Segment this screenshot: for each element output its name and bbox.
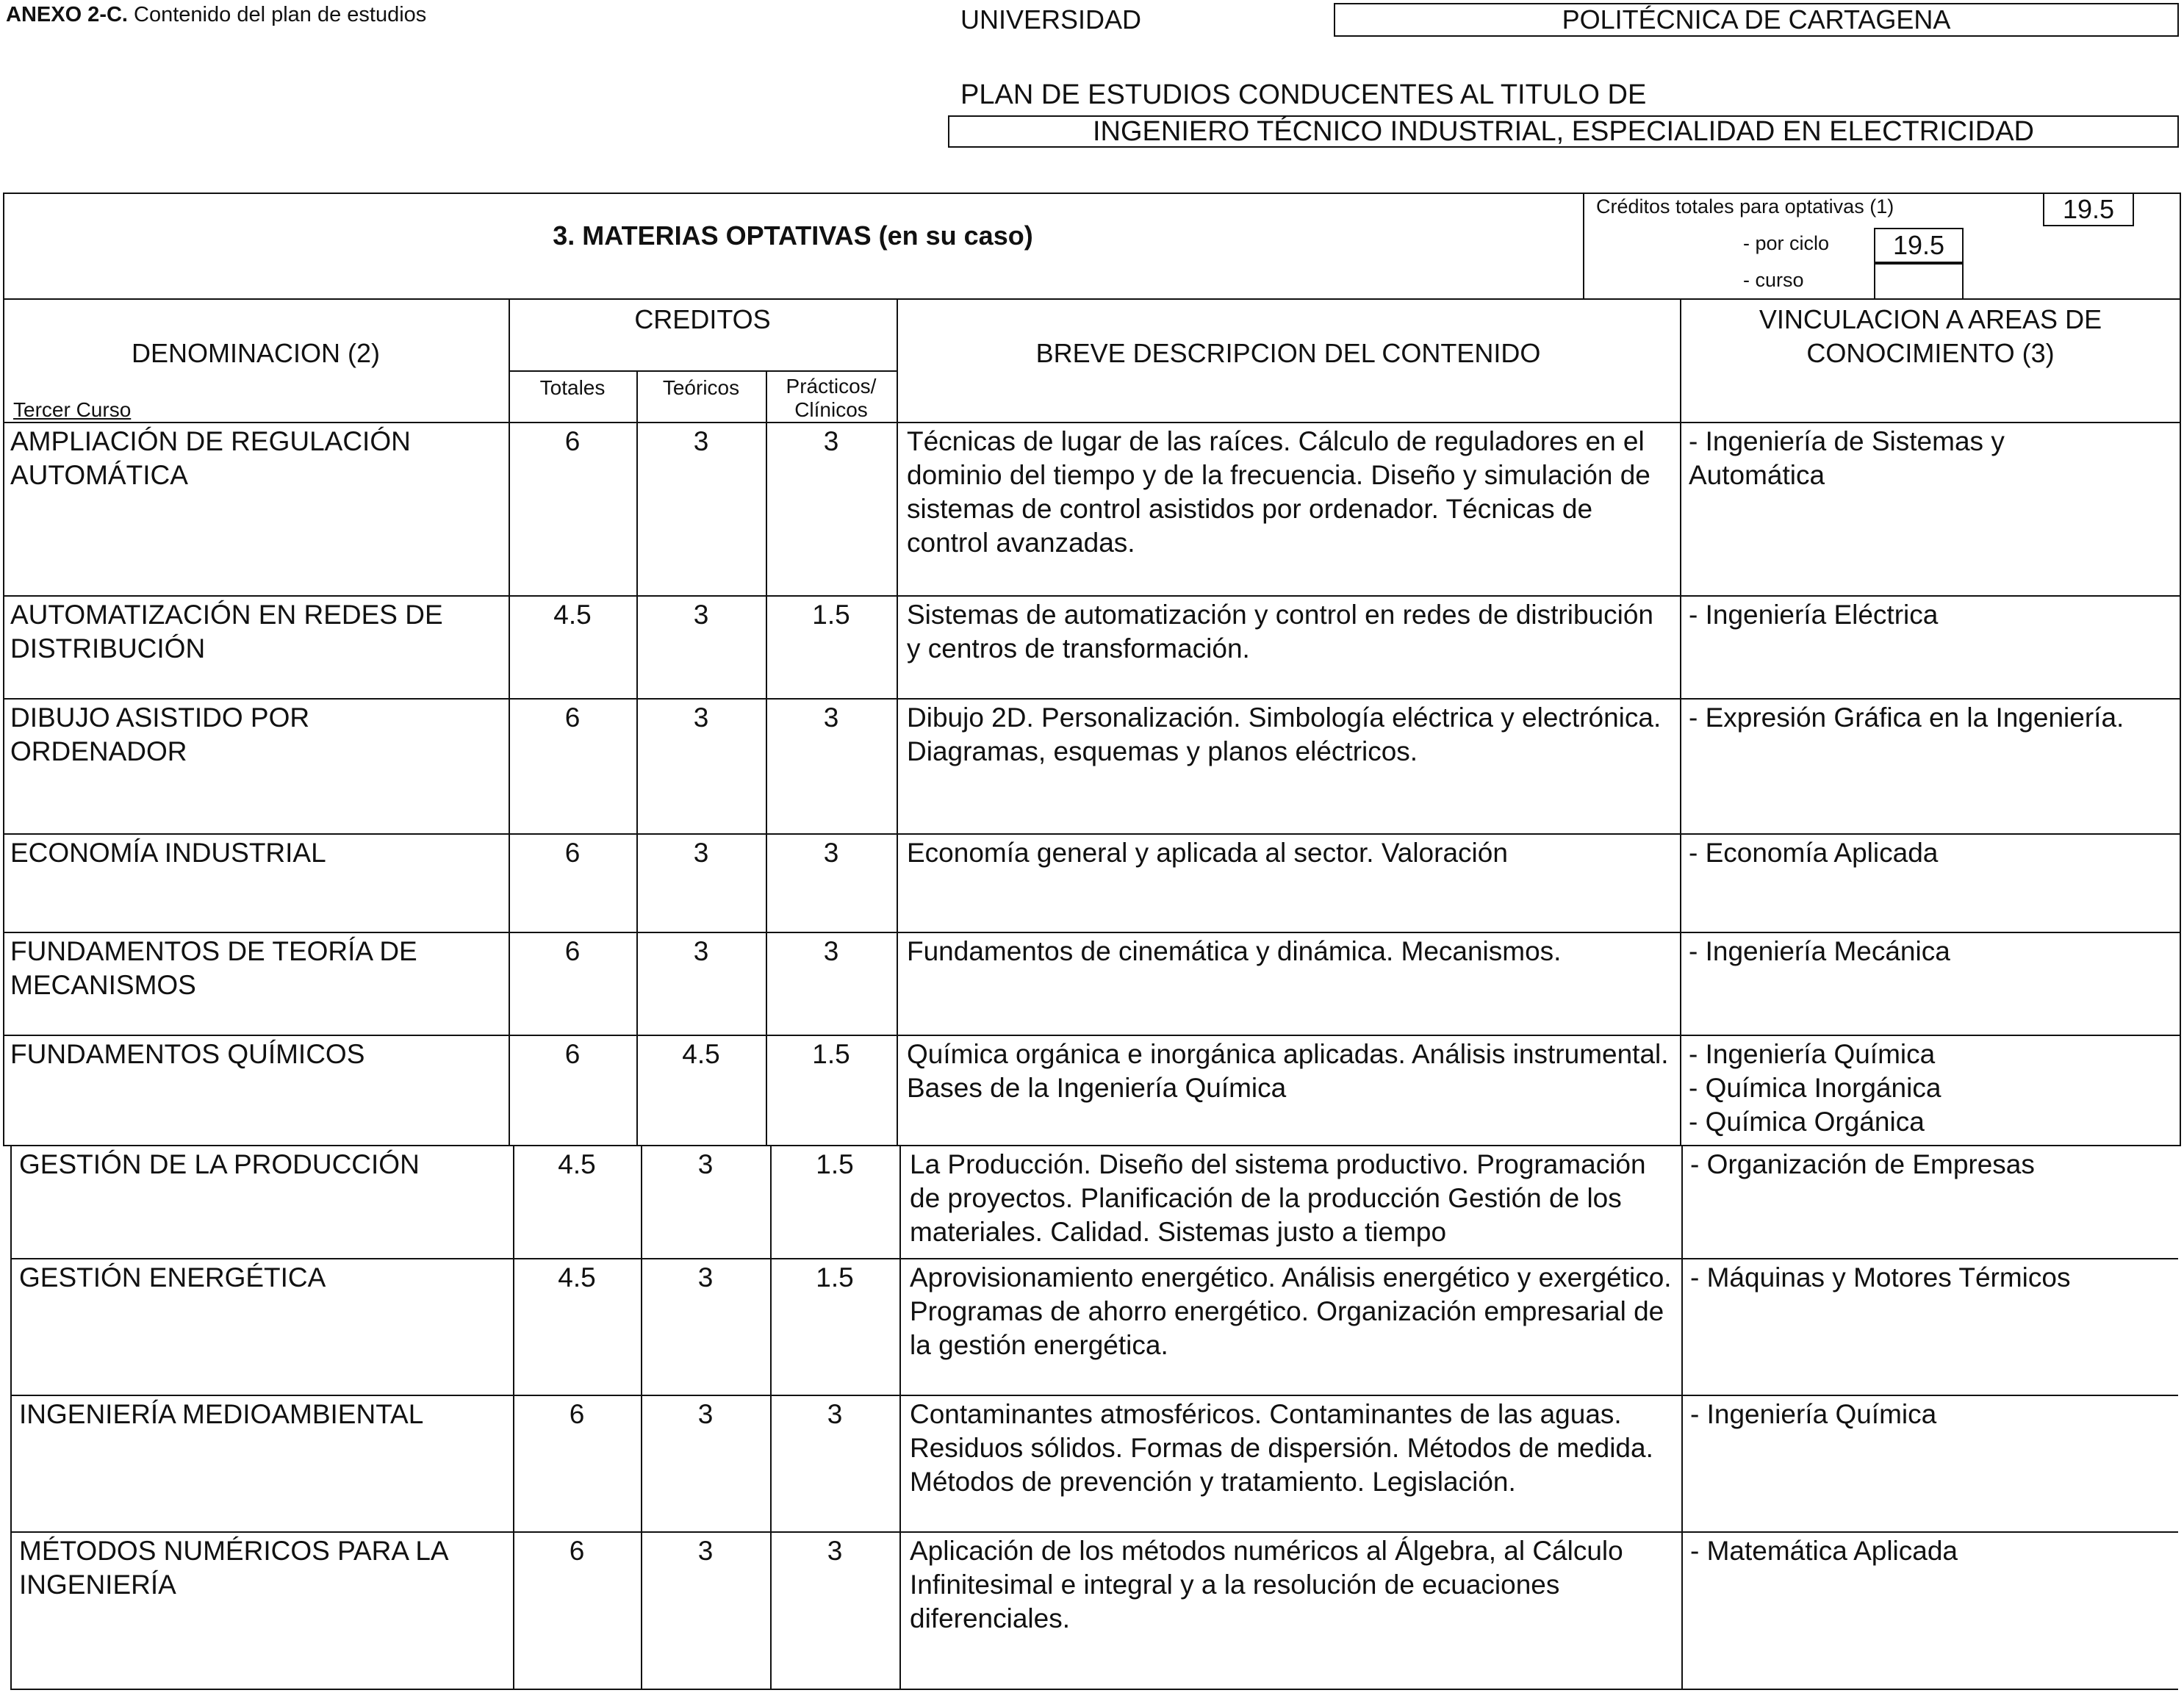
knowledge-areas [1689, 701, 2174, 735]
col-practical-line2: Clínicos [794, 398, 868, 421]
grid-line [3, 1145, 2181, 1146]
credits-theoretical: 3 [697, 1536, 714, 1566]
credits-practical: 3 [823, 702, 839, 733]
subject-name: ECONOMÍA INDUSTRIAL [10, 838, 326, 868]
knowledge-areas [1690, 1534, 2175, 1568]
credits-theoretical: 3 [693, 702, 709, 733]
grid-line [10, 1258, 2178, 1259]
grid-line [1681, 1145, 1683, 1689]
knowledge-area-item: - Ingeniería Química [1689, 1039, 1936, 1069]
grid-line [3, 833, 2181, 835]
annex-heading [6, 3, 426, 27]
knowledge-area-item: - Ingeniería de Sistemas y [1689, 426, 2005, 456]
col-credits: CREDITOS [634, 304, 771, 334]
col-practical-line1: Prácticos/ [786, 375, 877, 398]
subject-name: AMPLIACIÓN DE REGULACIÓN AUTOMÁTICA [10, 426, 411, 490]
credits-totals: 6 [564, 702, 581, 733]
course-year-label: Tercer Curso [13, 398, 132, 421]
credits-practical: 3 [827, 1536, 843, 1566]
course-label: - curso [1743, 269, 1804, 291]
credits-total-value: 19.5 [2043, 193, 2134, 226]
university-label: UNIVERSIDAD [960, 4, 1142, 35]
grid-line [1680, 298, 1681, 1145]
content-description: Técnicas de lugar de las raíces. Cálculo de reguladores en el dominio del tiempo y de la frecuencia. Diseño y simulación de sistemas de control asistidos por ordenador. Técnicas de control avanzadas. [907, 426, 1650, 558]
per-cycle-label: - por ciclo [1743, 232, 1830, 254]
col-areas-line2: CONOCIMIENTO (3) [1806, 338, 2055, 368]
knowledge-area-item: - Química Inorgánica [1689, 1073, 1941, 1103]
credits-theoretical: 3 [697, 1262, 714, 1293]
grid-line [899, 1145, 901, 1689]
credits-theoretical: 4.5 [682, 1039, 720, 1069]
knowledge-area-item: Automática [1689, 460, 1825, 490]
knowledge-areas [1689, 836, 2174, 870]
knowledge-areas [1689, 598, 2174, 632]
credits-practical: 3 [827, 1399, 843, 1429]
degree-box: INGENIERO TÉCNICO INDUSTRIAL, ESPECIALIDAD EN ELECTRICIDAD [948, 115, 2179, 148]
credits-totals: 4.5 [553, 600, 592, 630]
knowledge-area-item: - Máquinas y Motores Térmicos [1690, 1262, 2071, 1293]
grid-line [10, 1531, 2178, 1533]
knowledge-area-item: - Matemática Aplicada [1690, 1536, 1958, 1566]
university-name-box: POLITÉCNICA DE CARTAGENA [1334, 3, 2179, 37]
grid-line [897, 298, 898, 1145]
knowledge-areas [1690, 1398, 2175, 1431]
credits-totals: 6 [564, 1039, 581, 1069]
credits-practical: 3 [823, 838, 839, 868]
credits-theoretical: 3 [693, 936, 709, 966]
annex-label: ANEXO 2-C. [6, 3, 128, 26]
credits-practical: 1.5 [816, 1262, 854, 1293]
credits-theoretical: 3 [693, 838, 709, 868]
credits-totals: 6 [564, 838, 581, 868]
subject-name: DIBUJO ASISTIDO POR ORDENADOR [10, 702, 310, 766]
knowledge-areas [1689, 425, 2174, 492]
subject-name: FUNDAMENTOS QUÍMICOS [10, 1039, 365, 1069]
grid-line [10, 1145, 12, 1689]
content-description: Química orgánica e inorgánica aplicadas. Análisis instrumental. Bases de la Ingeniería Química [907, 1039, 1669, 1103]
col-areas-line1: VINCULACION A AREAS DE [1759, 304, 2102, 334]
grid-line [3, 298, 2181, 300]
subject-name: FUNDAMENTOS DE TEORÍA DE MECANISMOS [10, 936, 417, 1000]
col-areas [1680, 303, 2181, 370]
content-description: Sistemas de automatización y control en redes de distribución y centros de transformación. [907, 600, 1653, 664]
col-denomination: DENOMINACION (2) [131, 338, 380, 368]
credits-totals: 4.5 [558, 1149, 596, 1179]
subject-name: MÉTODOS NUMÉRICOS PARA LA INGENIERÍA [19, 1536, 448, 1600]
credits-totals: 6 [569, 1399, 585, 1429]
credits-theoretical: 3 [693, 600, 709, 630]
course-value [1874, 263, 1964, 300]
credits-practical: 3 [823, 936, 839, 966]
credits-practical: 3 [823, 426, 839, 456]
col-theoretical: Teóricos [662, 376, 740, 399]
col-description: BREVE DESCRIPCION DEL CONTENIDO [1035, 338, 1541, 368]
content-description: La Producción. Diseño del sistema productivo. Programación de proyectos. Planificación de la producción Gestión de los materiales. Calidad. Sistemas justo a tiempo [910, 1149, 1646, 1247]
credits-total-label: Créditos totales para optativas (1) [1596, 195, 1894, 218]
knowledge-area-item: - Expresión Gráfica en la Ingeniería. [1689, 702, 2124, 733]
credits-practical: 1.5 [816, 1149, 854, 1179]
subject-name: INGENIERÍA MEDIOAMBIENTAL [19, 1399, 424, 1429]
col-practical [766, 375, 897, 422]
credits-totals: 6 [564, 426, 581, 456]
grid-line [3, 1035, 2181, 1036]
credits-practical: 1.5 [812, 1039, 850, 1069]
content-description: Aprovisionamiento energético. Análisis energético y exergético. Programas de ahorro energético. Organización empresarial de la gestión energética. [910, 1262, 1672, 1360]
credits-theoretical: 3 [693, 426, 709, 456]
grid-line [10, 1395, 2178, 1396]
knowledge-areas [1690, 1261, 2175, 1295]
knowledge-areas [1689, 935, 2174, 968]
grid-line [3, 595, 2181, 597]
grid-line [3, 422, 2181, 423]
knowledge-area-item: - Economía Aplicada [1689, 838, 1939, 868]
grid-line [3, 698, 2181, 700]
grid-line [636, 370, 638, 1145]
credits-practical: 1.5 [812, 600, 850, 630]
grid-line [766, 370, 767, 1145]
knowledge-area-item: - Ingeniería Química [1690, 1399, 1937, 1429]
grid-line [3, 932, 2181, 933]
content-description: Contaminantes atmosféricos. Contaminantes de las aguas. Residuos sólidos. Formas de dispersión. Métodos de medida. Métodos de prevención y tratamiento. Legislación. [910, 1399, 1653, 1497]
grid-line [509, 370, 897, 372]
knowledge-area-item: - Organización de Empresas [1690, 1149, 2035, 1179]
credits-totals: 6 [569, 1536, 585, 1566]
plan-label: PLAN DE ESTUDIOS CONDUCENTES AL TITULO DE [960, 79, 1647, 110]
section-title: 3. MATERIAS OPTATIVAS (en su caso) [553, 220, 1033, 251]
knowledge-areas [1689, 1038, 2174, 1139]
subject-name: GESTIÓN DE LA PRODUCCIÓN [19, 1149, 420, 1179]
grid-line [10, 1689, 2178, 1690]
knowledge-area-item: - Ingeniería Eléctrica [1689, 600, 1939, 630]
credits-theoretical: 3 [697, 1149, 714, 1179]
content-description: Aplicación de los métodos numéricos al Álgebra, al Cálculo Infinitesimal e integral y a la resolución de ecuaciones diferenciales. [910, 1536, 1623, 1633]
subject-name: GESTIÓN ENERGÉTICA [19, 1262, 326, 1293]
knowledge-area-item: - Química Orgánica [1689, 1107, 1925, 1137]
credits-totals: 6 [564, 936, 581, 966]
grid-line [1583, 193, 1584, 298]
per-cycle-value: 19.5 [1874, 228, 1964, 263]
credits-theoretical: 3 [697, 1399, 714, 1429]
annex-text: Contenido del plan de estudios [134, 3, 427, 26]
content-description: Fundamentos de cinemática y dinámica. Mecanismos. [907, 936, 1562, 966]
credits-totals: 4.5 [558, 1262, 596, 1293]
knowledge-area-item: - Ingeniería Mecánica [1689, 936, 1950, 966]
knowledge-areas [1690, 1148, 2175, 1182]
col-totals: Totales [539, 376, 606, 399]
content-description: Economía general y aplicada al sector. Valoración [907, 838, 1508, 868]
subject-name: AUTOMATIZACIÓN EN REDES DE DISTRIBUCIÓN [10, 600, 443, 664]
content-description: Dibujo 2D. Personalización. Simbología eléctrica y electrónica. Diagramas, esquemas y planos eléctricos. [907, 702, 1662, 766]
